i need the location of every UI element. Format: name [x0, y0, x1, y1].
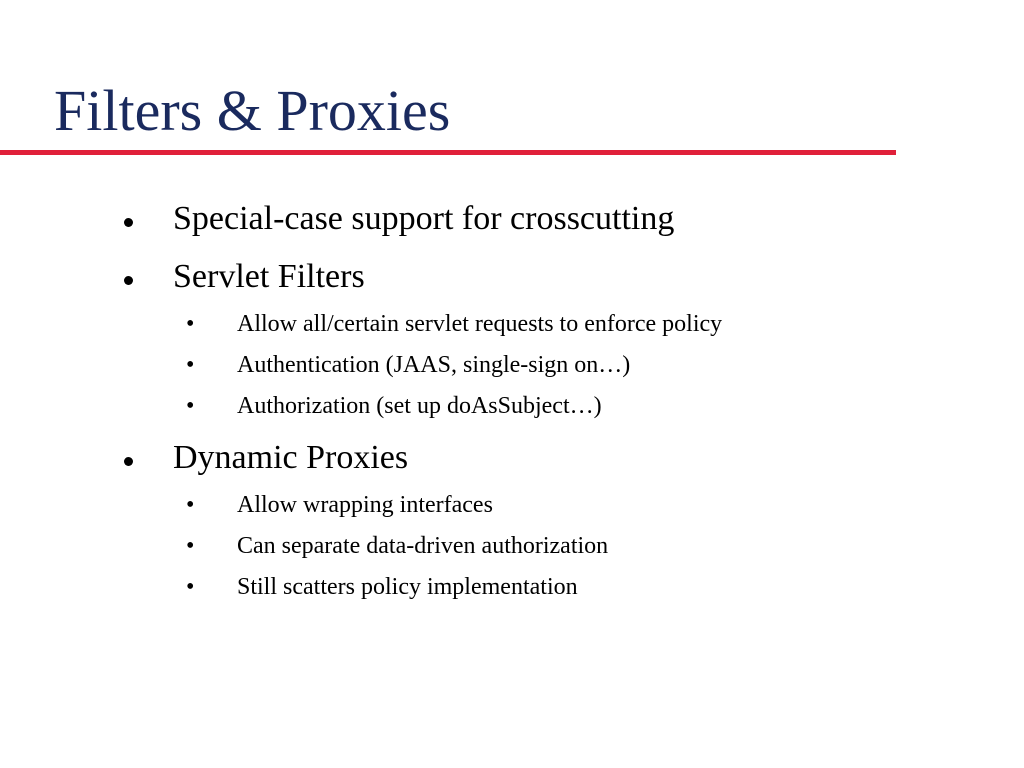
- slide-title: Filters & Proxies: [54, 78, 451, 143]
- sub-bullet-text: Authentication (JAAS, single-sign on…): [237, 352, 631, 378]
- bullet-item: [0, 199, 1024, 239]
- bullet-item: [0, 438, 1024, 478]
- sub-bullet-item: [0, 310, 1024, 338]
- sub-bullet-text: Authorization (set up doAsSubject…): [237, 393, 602, 419]
- sub-bullet-icon: •: [186, 393, 195, 419]
- bullet-item: [0, 257, 1024, 297]
- sub-bullet-text: Still scatters policy implementation: [237, 574, 578, 600]
- sub-bullet-icon: •: [186, 311, 195, 337]
- sub-bullet-icon: •: [186, 492, 195, 518]
- sub-bullet-text: Can separate data-driven authorization: [237, 533, 609, 559]
- bullet-dot-icon: [124, 276, 133, 285]
- sub-bullet-item: [0, 351, 1024, 379]
- bullet-text: Special-case support for crosscutting: [173, 200, 675, 237]
- bullet-text: Dynamic Proxies: [173, 439, 409, 476]
- bullet-dot-icon: [124, 457, 133, 466]
- sub-bullet-icon: •: [186, 574, 195, 600]
- bullet-dot-icon: [124, 218, 133, 227]
- bullet-text: Servlet Filters: [173, 258, 365, 295]
- sub-bullet-icon: •: [186, 533, 195, 559]
- sub-bullet-text: Allow wrapping interfaces: [237, 492, 493, 518]
- sub-bullet-item: [0, 392, 1024, 420]
- sub-bullet-icon: •: [186, 352, 195, 378]
- sub-bullet-text: Allow all/certain servlet requests to enforce policy: [237, 311, 723, 337]
- sub-bullet-item: [0, 573, 1024, 601]
- sub-bullet-item: [0, 491, 1024, 519]
- sub-bullet-item: [0, 532, 1024, 560]
- title-underline: [0, 150, 896, 155]
